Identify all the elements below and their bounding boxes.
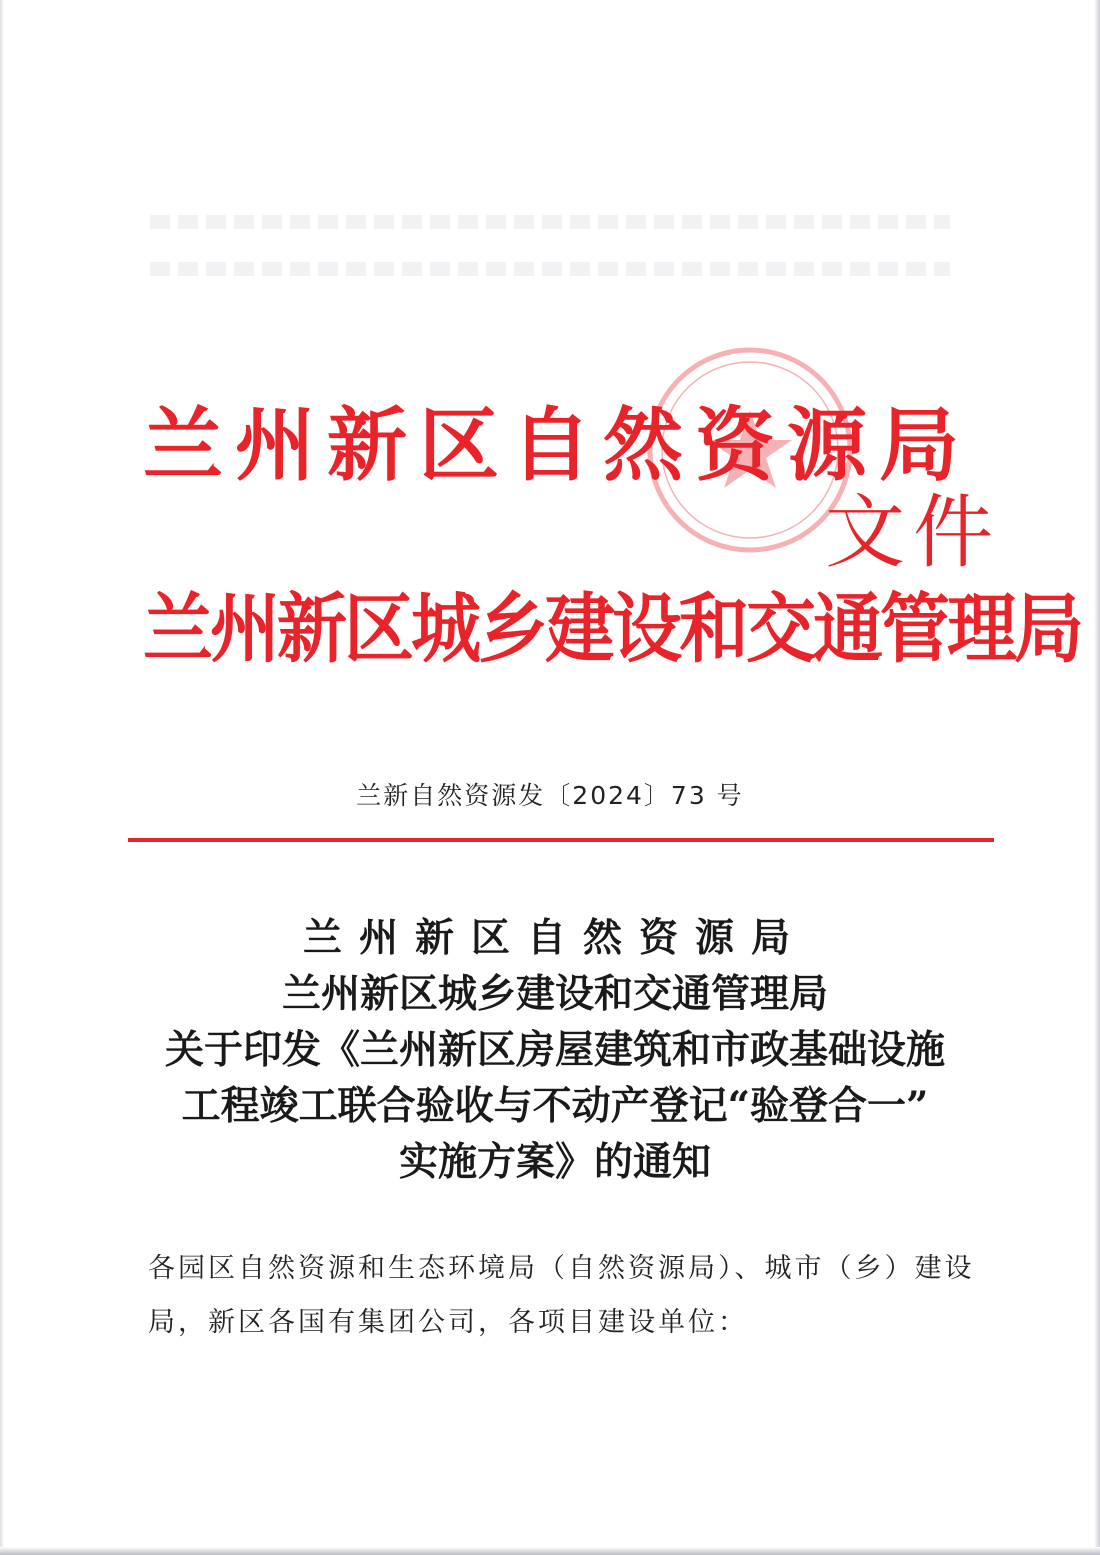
title-line-4: 工程竣工联合验收与不动产登记“验登合一”	[181, 1083, 929, 1129]
bleed-through-mark	[150, 262, 950, 276]
issuing-agency-2: 兰州新区城乡建设和交通管理局	[143, 583, 1081, 674]
scan-edge-bottom	[0, 1547, 1100, 1555]
red-divider-rule	[128, 838, 994, 842]
bleed-through-mark	[150, 215, 950, 229]
addressee-line-1: 各园区自然资源和生态环境局（自然资源局）、城市（乡）建设	[148, 1253, 975, 1284]
title-line-3: 关于印发《兰州新区房屋建筑和市政基础设施	[164, 1027, 945, 1073]
document-type-label: 文件	[825, 486, 1001, 579]
title-line-2: 兰州新区城乡建设和交通管理局	[281, 971, 828, 1017]
title-line-5: 实施方案》的通知	[398, 1139, 711, 1185]
document-number: 兰新自然资源发〔2024〕73 号	[356, 781, 744, 810]
title-line-1: 兰州新区自然资源局	[302, 915, 807, 961]
addressee-line-2: 局，新区各国有集团公司，各项目建设单位：	[148, 1307, 748, 1338]
issuing-agency-1: 兰州新区自然资源局	[143, 398, 971, 492]
